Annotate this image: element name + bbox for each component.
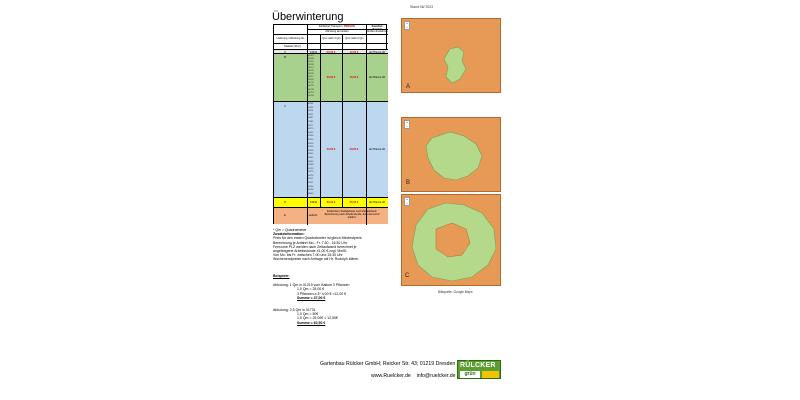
plz-item: 01129 [308,70,314,73]
header-komfort: Komfort-Service [366,25,388,30]
header-qm1: Qm² nach 1 Qm [320,35,342,44]
examples-title: Beispiele: [273,274,290,278]
price-table [273,24,387,224]
note-line: * Qm = Quadratmeter [273,228,307,232]
plz-item: 01169 [308,79,314,82]
logo-accent [482,371,499,378]
map-zoom-control[interactable]: + − [404,197,410,206]
plz-item: 01257 [308,91,314,94]
zone-d-komfort: ab Pflanze 4€ [369,201,385,204]
plz-item: 01324 [308,142,314,145]
example2-line: 1,5 Qm = 25,00€ = 12,50€ [297,316,338,321]
plz-item: 01097 [308,61,314,64]
plz-item: 01157 [308,76,314,79]
header-empty [274,25,307,35]
plz-item: 01159 [308,113,314,116]
page-title: Überwinterung [272,11,344,23]
grid-line [342,44,343,208]
plz-item: 01307 [308,131,314,134]
plz-item: 01728 [308,174,314,177]
map-zone-c-shape [402,195,501,286]
zone-a-price2: 12,50 € [349,50,359,54]
header-komfort-sub: Rollen-Zustellung [367,30,388,33]
zone-d-label: D [284,201,286,204]
header-lieferung: Lieferung / Abholung bis [274,35,307,44]
zone-c-plz-list [308,103,313,196]
plz-item: 01737 [308,182,314,185]
zone-a-plz: 01219 [309,50,318,54]
zone-e-text: Entferntere Stadtgebiete nach Zeitaufwand. Berechnung nach Arbeitsstunde, dazu bei Anruf anfahrt. [324,210,380,219]
plz-item: 01445 [308,153,314,156]
map-zoom-control[interactable]: + − [404,21,410,30]
plz-item: 01744 [308,185,314,188]
map-zoom-control[interactable]: + − [404,120,410,129]
stand-date: Stand 06/ 2023 [410,5,434,9]
plz-item: 01237 [308,85,314,88]
note-line: Von Mo. bis Fr. zwischen 7:00 und 15:30 Uhr [273,253,343,258]
note-line: Fernzone PLZ werden nach Zeitaufwand berechnet je [273,244,357,249]
note-line: Preis für den ersten Quadratmeter ist gleich Mindestpreis. [273,236,363,241]
zone-a-komfort: ab Pflanze 4€ [369,50,385,54]
header-stadtteil: Stadtteil (PLZ) [274,44,388,50]
zone-b-price2: 15,00 € [349,76,359,79]
plz-item: 01277 [308,124,314,127]
map-label-a: A [406,84,411,90]
plz-item: 01069 [308,58,314,61]
header-abholung: Abholung ab Hecker [307,30,366,35]
zone-e-plz: außerh. [309,214,318,217]
plz-item: 01731 [308,178,314,181]
plz-item: 01189 [308,120,314,123]
plz-item: 01156 [308,110,314,113]
footer-contact [371,373,456,379]
logo-sub: grün [460,371,480,378]
map-credit: Bildquelle: Google Maps [438,290,473,294]
note-line: Zusatzinformation: [273,232,305,237]
zone-c-label: C [284,105,286,108]
plz-item: 01127 [308,67,314,70]
plz-item: 01309 [308,135,314,138]
plz-item: 01139 [308,73,314,76]
grid-line [320,44,321,208]
logo-wordmark: RÜLCKER [460,362,496,369]
plz-item: 01109 [308,106,314,109]
map-label-b: B [406,180,411,186]
plz-item: 01217 [308,82,314,85]
example1-sum: Summe = 37,00 € [297,295,326,300]
footer-company: Gartenbau Rülcker GmbH; Reicker Str. 43; 01219 Dresden [320,361,456,367]
footer-mail-link[interactable]: info@ruelcker.de [416,373,456,379]
plz-item: 01108 [308,103,314,105]
header-qm2: Qm² nach 2 Qm [342,35,366,44]
zone-b-label: B [284,56,286,59]
plz-item: 01326 [308,146,314,149]
zone-b-price1: 30,00 € [326,76,336,79]
note-line: Wochenendpreise nach Anfrage mit Hr. Rudolph klären. [273,257,360,262]
zone-a-price1: 25,00 € [326,50,336,54]
plz-item: 01279 [308,128,314,131]
plz-item: 01705 [308,167,314,170]
example2-line: 1,0 Qm = 50€ [297,312,319,317]
plz-item: 01239 [308,88,314,91]
notes [273,228,403,262]
zone-e-label: E [284,214,286,217]
plz-item: 01723 [308,171,314,174]
example1-line: Abholung: 1 Qm in 01219 vom Balkon 3 Pflanzen [273,283,350,288]
zone-b-plz-list [308,55,314,98]
map-zone-c [401,194,501,286]
header-transport: Einfacher Transport / PERSON [307,25,366,30]
plz-item: 01314 [308,138,314,141]
map-zone-a [401,18,501,93]
example1-line: 3 Pflanzen a 3* 4,00 € =12,00 € [297,291,347,296]
example1-line: 1,0 Qm = 25,00 € [297,287,325,292]
note-line: angefangene Arbeitsstunde 41,00 € zzgl. MwSt. [273,249,348,254]
examples [273,274,393,325]
map-label-c: C [405,273,410,279]
plz-item: 01067 [308,55,314,57]
plz-item: 01328 [308,149,314,152]
plz-item: 01465 [308,160,314,163]
footer-web-link[interactable]: www.Ruelcker.de [371,373,411,379]
header-blank2 [366,35,388,44]
plz-item: 01468 [308,164,314,167]
plz-item: 01187 [308,117,314,120]
example2-sum: Summe = 62,50 € [297,320,326,325]
example2-line: Abholung: 2,5 Qm in 01731 [273,308,316,313]
map-zone-a-shape [402,19,501,93]
zone-c-price2: 20,00 € [349,148,359,151]
company-logo [457,360,501,379]
map-zone-b-shape [402,118,501,192]
note-line: Berechnung je Anfahrt Mo.- Fr. 7:30 - 16:30 Uhr [273,240,347,245]
map-zone-b [401,117,501,192]
grid-line [366,44,367,225]
zone-d-price2: 25,00 € [349,201,359,204]
plz-item: 01259 [308,94,314,97]
plz-item: 01809 [308,192,314,195]
grid-line [307,44,308,225]
zone-d-price1: 50,00 € [326,201,336,204]
plz-item: 01462 [308,156,314,159]
zone-a-label: A [284,50,286,54]
zone-d-plz: 01640 [309,201,318,204]
zone-b-komfort: ab Pflanze 4€ [369,76,385,79]
zone-c-price1: 40,00 € [326,148,336,151]
zone-c-komfort: ab Pflanze 4€ [369,148,385,151]
plz-item: 01099 [308,64,314,67]
plz-item: 01796 [308,189,314,192]
header-blank [307,35,320,44]
